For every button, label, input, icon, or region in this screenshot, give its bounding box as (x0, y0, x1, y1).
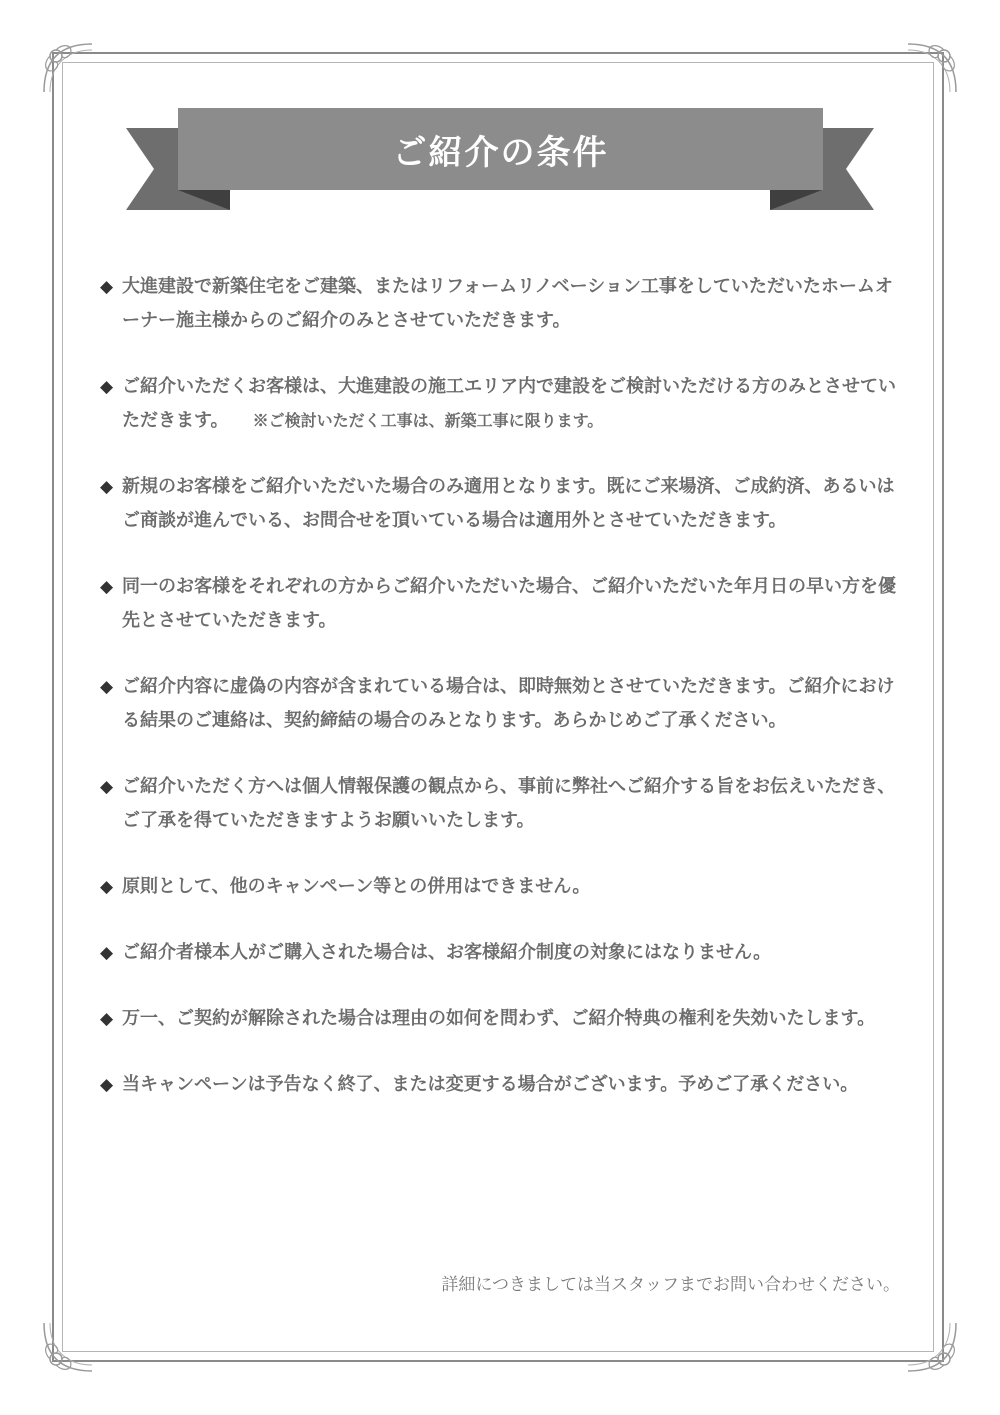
list-item-text: ご紹介内容に虚偽の内容が含まれている場合は、即時無効とさせていただきます。ご紹介における結果のご連絡は、契約締結の場合のみとなります。あらかじめご了承ください。 (122, 676, 895, 731)
list-item-text: 原則として、他のキャンペーン等との併用はできません。 (122, 876, 591, 897)
conditions-list (100, 270, 900, 1134)
list-item-note: ※ご検討いただく工事は、新築工事に限ります。 (252, 411, 604, 430)
diamond-bullet-icon: ◆ (100, 777, 114, 797)
diamond-bullet-icon: ◆ (100, 877, 114, 897)
list-item-text: 当キャンペーンは予告なく終了、または変更する場合がございます。予めご了承ください。 (122, 1074, 859, 1095)
list-item (100, 770, 900, 838)
list-item-text: ご紹介いただく方へは個人情報保護の観点から、事前に弊社へご紹介する旨をお伝えいただき、ご了承を得ていただきますようお願いいたします。 (122, 776, 896, 831)
list-item (100, 670, 900, 738)
list-item (100, 370, 900, 438)
list-item (100, 1002, 900, 1036)
list-item (100, 270, 900, 338)
list-item (100, 570, 900, 638)
diamond-bullet-icon: ◆ (100, 1075, 114, 1095)
list-item-text: 同一のお客様をそれぞれの方からご紹介いただいた場合、ご紹介いただいた年月日の早い方を優先とさせていただきます。 (122, 576, 896, 631)
list-item (100, 1068, 900, 1102)
page-title: ご紹介の条件 (392, 132, 609, 173)
corner-ornament-icon (904, 1319, 960, 1375)
list-item (100, 870, 900, 904)
diamond-bullet-icon: ◆ (100, 677, 114, 697)
diamond-bullet-icon: ◆ (100, 377, 114, 397)
diamond-bullet-icon: ◆ (100, 277, 114, 297)
list-item-text: ご紹介者様本人がご購入された場合は、お客様紹介制度の対象にはなりません。 (122, 942, 772, 963)
corner-ornament-icon (40, 40, 96, 96)
diamond-bullet-icon: ◆ (100, 477, 114, 497)
corner-ornament-icon (904, 40, 960, 96)
corner-ornament-icon (40, 1319, 96, 1375)
list-item-text: 大進建設で新築住宅をご建築、またはリフォームリノベーション工事をしていただいたホームオーナー施主様からのご紹介のみとさせていただきます。 (122, 276, 893, 331)
diamond-bullet-icon: ◆ (100, 577, 114, 597)
footer-note: 詳細につきましては当スタッフまでお問い合わせください。 (441, 1275, 900, 1295)
list-item-main: ご紹介いただくお客様は、大進建設の施工エリア内で建設をご検討いただける方のみとさせていただきます。 (122, 376, 896, 431)
diamond-bullet-icon: ◆ (100, 1009, 114, 1029)
list-item-text (122, 370, 900, 438)
list-item (100, 470, 900, 538)
list-item-text: 新規のお客様をご紹介いただいた場合のみ適用となります。既にご来場済、ご成約済、あるいはご商談が進んでいる、お問合せを頂いている場合は適用外とさせていただきます。 (122, 476, 895, 531)
list-item (100, 936, 900, 970)
diamond-bullet-icon: ◆ (100, 943, 114, 963)
list-item-text: 万一、ご契約が解除された場合は理由の如何を問わず、ご紹介特典の権利を失効いたします。 (122, 1008, 876, 1029)
